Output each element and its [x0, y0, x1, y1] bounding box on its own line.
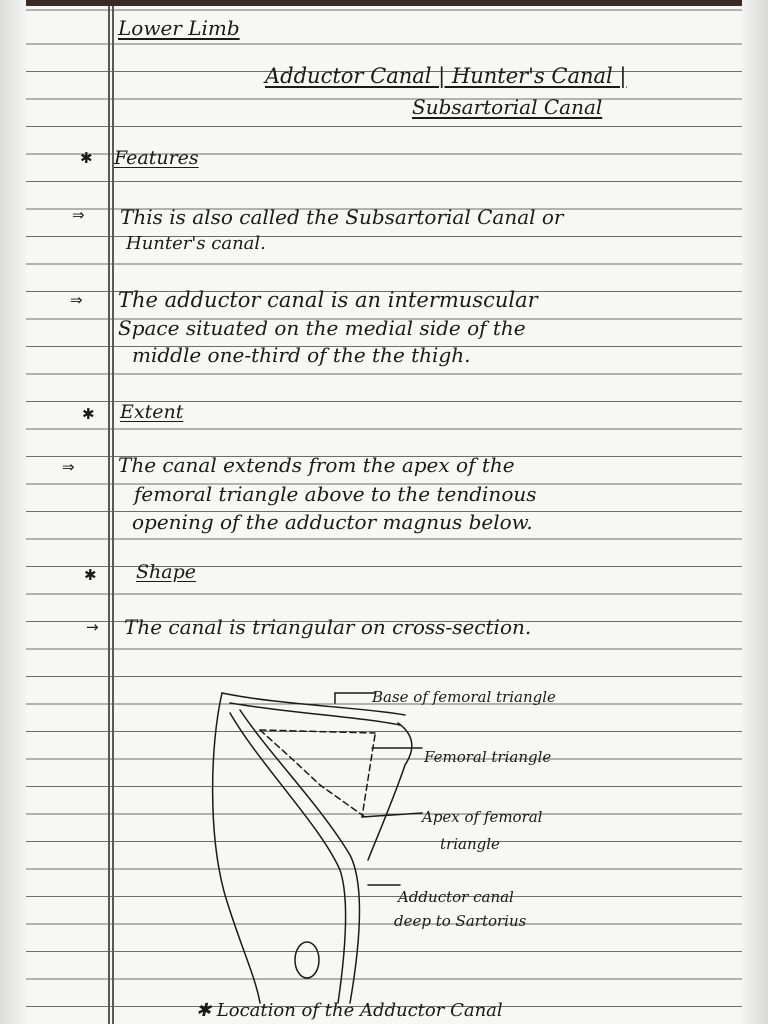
page-subtitle: Subsartorial Canal	[412, 95, 603, 119]
label-base-of-femoral-triangle: Base of femoral triangle	[372, 688, 556, 706]
point-text: opening of the adductor magnus below.	[132, 510, 533, 534]
page-title: Adductor Canal | Hunter's Canal |	[265, 64, 627, 88]
point-text: middle one-third of the the thigh.	[132, 343, 471, 367]
label-adductor-canal-line1: Adductor canal	[398, 888, 514, 906]
sartorius-upper-edge	[230, 703, 400, 725]
page-right-edge	[742, 0, 768, 1024]
point-marker: ⇒	[70, 291, 83, 309]
label-apex-line2: triangle	[440, 835, 500, 853]
patella	[295, 942, 319, 978]
point-marker: ⇒	[72, 206, 85, 224]
section-bullet: ✱	[84, 566, 97, 584]
label-apex-line1: Apex of femoral	[422, 808, 543, 826]
section-bullet: ✱	[80, 149, 93, 167]
point-marker: →	[86, 618, 99, 636]
point-text: The canal is triangular on cross-section.	[124, 615, 532, 639]
margin-line	[108, 6, 110, 1024]
label-adductor-canal-line2: deep to Sartorius	[394, 912, 527, 930]
point-text: The canal extends from the apex of the	[118, 453, 515, 477]
point-marker: ⇒	[62, 458, 75, 476]
page-left-edge	[0, 0, 26, 1024]
label-femoral-triangle: Femoral triangle	[424, 748, 552, 766]
diagram-caption: ✱ Location of the Adductor Canal	[196, 1000, 503, 1021]
thigh-outline	[213, 693, 260, 1003]
leader-line	[362, 813, 422, 817]
thigh-diagram	[200, 685, 430, 1005]
point-text: The adductor canal is an intermuscular	[118, 288, 538, 312]
femoral-triangle-line	[260, 730, 365, 817]
section-heading-features: Features	[114, 147, 199, 169]
point-text: Hunter's canal.	[126, 233, 266, 254]
topic-heading: Lower Limb	[118, 16, 240, 40]
section-heading-shape: Shape	[136, 561, 196, 583]
section-bullet: ✱	[82, 405, 95, 423]
femoral-triangle-base	[260, 730, 375, 733]
page-top-edge	[0, 0, 768, 6]
adductor-longus	[368, 723, 412, 860]
point-text: This is also called the Subsartorial Canal or	[120, 205, 564, 229]
point-text: femoral triangle above to the tendinous	[134, 482, 537, 506]
point-text: Space situated on the medial side of the	[118, 316, 526, 340]
section-heading-extent: Extent	[120, 401, 184, 423]
